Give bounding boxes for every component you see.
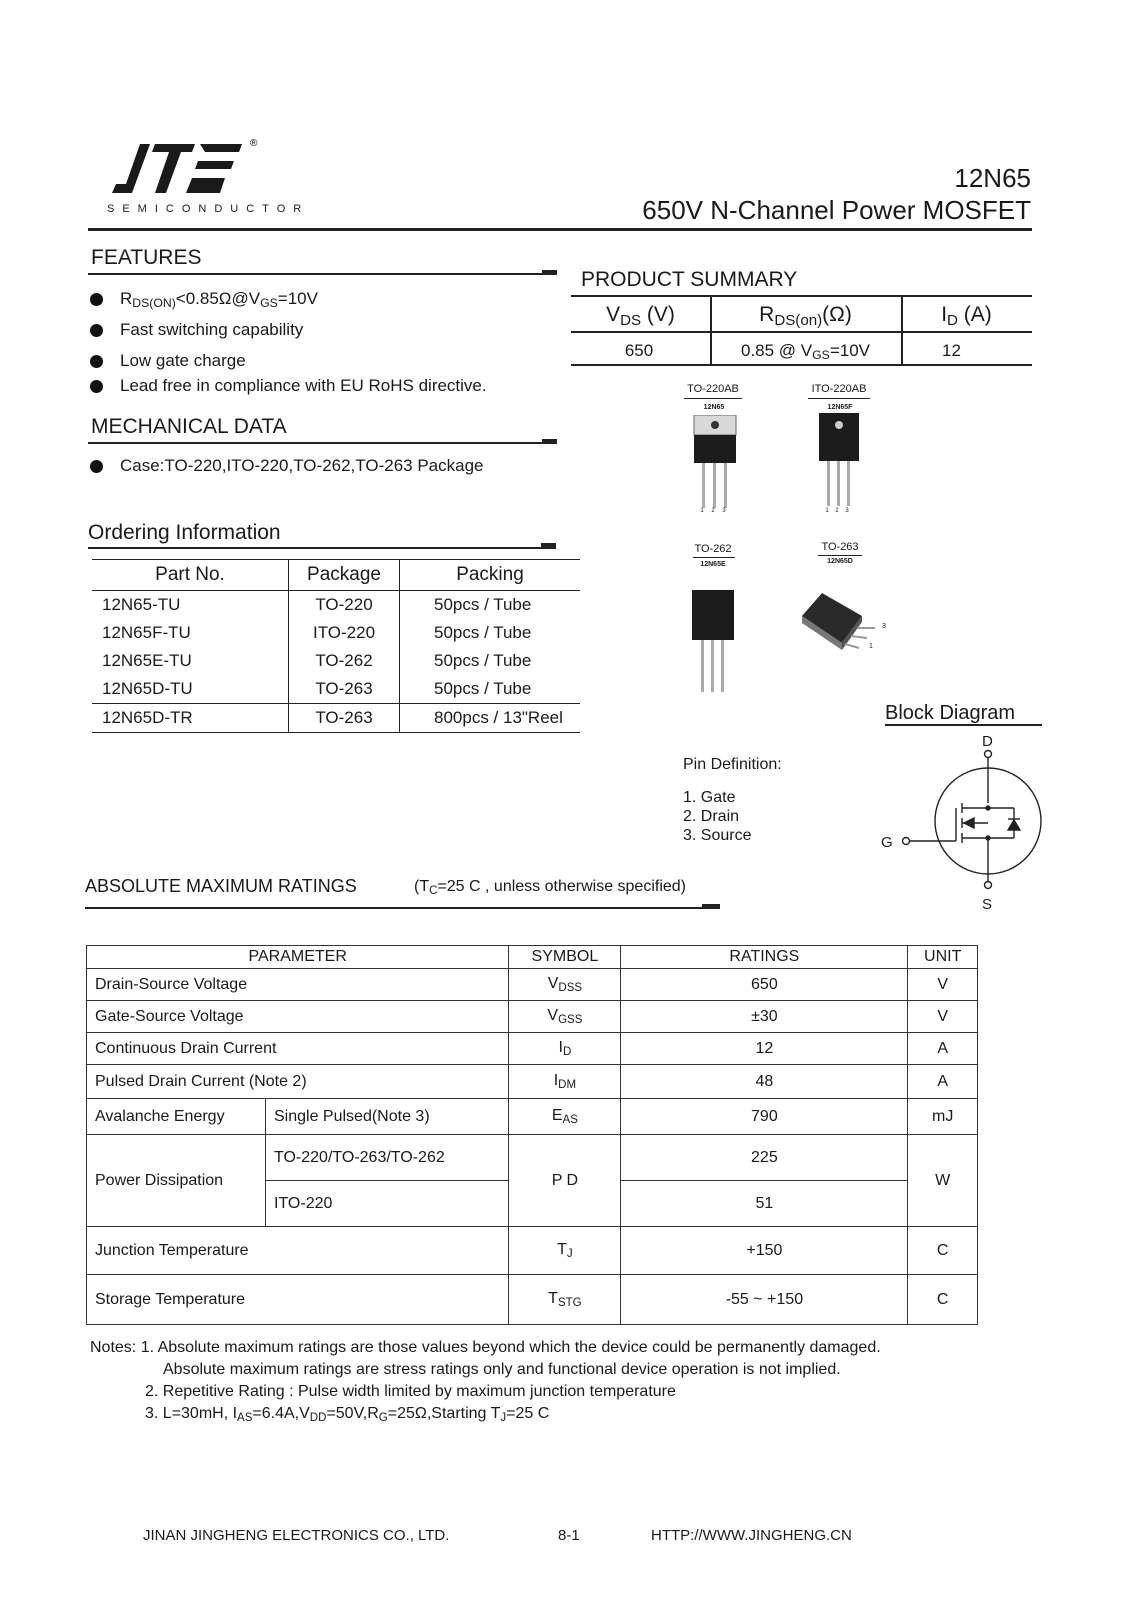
rating-cell: 650 [621, 969, 908, 1001]
param-cell: Gate-Source Voltage [87, 1001, 509, 1033]
bullet-icon [90, 293, 103, 306]
summary-heading: PRODUCT SUMMARY [581, 268, 798, 291]
abs-max-header-unit: UNIT [908, 946, 978, 969]
summary-rule-bottom [571, 364, 1032, 366]
feature-text: Fast switching capability [120, 320, 304, 339]
note-line: 2. Repetitive Rating : Pulse width limited by maximum junction temperature [145, 1383, 676, 1400]
rating-cell: ±30 [621, 1001, 908, 1033]
mechanical-rule-mark [542, 439, 557, 444]
page-title: 650V N-Channel Power MOSFET [642, 195, 1031, 225]
unit-cell: mJ [908, 1099, 978, 1135]
abs-max-rule-mark [702, 904, 720, 909]
pin-number-label: 3 [722, 508, 726, 514]
rating-cell: -55 ~ +150 [621, 1275, 908, 1325]
ordering-cell: 50pcs / Tube [434, 679, 532, 698]
pin-definition-item: 1. Gate [683, 789, 736, 806]
param-cell: Avalanche Energy [87, 1099, 266, 1135]
table-row [92, 647, 580, 675]
param-sub-cell: Single Pulsed(Note 3) [266, 1099, 509, 1135]
package-label: ITO-220AB [811, 383, 867, 395]
pin-number-label: 3 [882, 623, 886, 630]
unit-cell: C [908, 1275, 978, 1325]
abs-max-heading: ABSOLUTE MAXIMUM RATINGS [85, 876, 357, 896]
ordering-cell: ITO-220 [289, 619, 400, 647]
table-row [87, 1227, 978, 1275]
package-label-rule [684, 398, 742, 399]
mosfet-symbol-icon [896, 748, 1046, 896]
package-label-rule [808, 398, 870, 399]
ordering-cell: TO-263 [289, 704, 400, 733]
ordering-cell: 12N65D-TR [92, 704, 289, 733]
ordering-cell: 50pcs / Tube [434, 595, 532, 614]
rating-cell: +150 [621, 1227, 908, 1275]
ordering-cell: 12N65-TU [92, 591, 289, 620]
package-label-rule [818, 555, 862, 556]
ordering-header-packing: Packing [456, 564, 524, 585]
table-row [92, 591, 580, 620]
param-sub-cell: ITO-220 [266, 1181, 509, 1227]
features-rule-mark [542, 270, 557, 275]
pin-number-label: 1 [825, 508, 829, 514]
mechanical-item [90, 456, 483, 476]
feature-item [90, 289, 318, 310]
unit-cell: C [908, 1227, 978, 1275]
to220-package-icon [690, 415, 740, 515]
note-line: 3. L=30mH, $I_{AS}=6.4A,V_{DD}=50V,R_G=25\Omega,Starting$ $T_J=25$ C [145, 1405, 550, 1424]
abs-max-header-ratings: RATINGS [621, 946, 908, 969]
ordering-cell: 12N65D-TU [92, 675, 289, 704]
ordering-header-part: Part No. [92, 560, 289, 591]
table-row [87, 1135, 978, 1181]
summary-value-id: 12 [942, 341, 961, 360]
abs-max-condition: ($T_C=25$ C , unless otherwise specified) [414, 878, 687, 897]
symbol-cell: $T_J$ [509, 1227, 621, 1275]
unit-cell: W [908, 1135, 978, 1227]
abs-max-rule [85, 907, 720, 909]
note-line: Absolute maximum ratings are stress ratings only and functional device operation is not implied. [163, 1361, 841, 1378]
mechanical-rule [88, 442, 556, 444]
param-cell: Junction Temperature [87, 1227, 509, 1275]
summary-header-id: $I_D$ (A) [941, 303, 992, 329]
pin-s-label: S [982, 896, 993, 913]
summary-header-vds: $V_{DS}$ (V) [606, 303, 675, 329]
ordering-cell: 50pcs / Tube [434, 651, 532, 670]
package-label: TO-262 [694, 543, 732, 555]
pin-d-label: D [982, 733, 993, 750]
ordering-heading: Ordering Information [88, 521, 281, 544]
summary-rule-mid [571, 331, 1032, 333]
param-cell: Storage Temperature [87, 1275, 509, 1325]
table-row [92, 619, 580, 647]
ordering-cell: 50pcs / Tube [434, 623, 532, 642]
bullet-icon [90, 380, 103, 393]
param-cell: Pulsed Drain Current (Note 2) [87, 1065, 509, 1099]
block-diagram-rule [885, 724, 1042, 726]
to262-package-icon [690, 590, 736, 695]
table-row [87, 1033, 978, 1065]
param-cell: Drain-Source Voltage [87, 969, 509, 1001]
rating-cell: 12 [621, 1033, 908, 1065]
param-cell: Continuous Drain Current [87, 1033, 509, 1065]
symbol-cell: P D [509, 1135, 621, 1227]
part-number: 12N65 [954, 163, 1031, 193]
ordering-table [92, 559, 580, 733]
feature-item [90, 376, 487, 396]
unit-cell: V [908, 969, 978, 1001]
bullet-icon [90, 355, 103, 368]
ordering-cell: TO-220 [289, 591, 400, 620]
table-row [92, 704, 580, 733]
package-label: TO-220AB [687, 383, 739, 395]
ordering-cell: 800pcs / 13"Reel [434, 708, 563, 727]
ordering-cell: 12N65F-TU [92, 619, 289, 647]
rating-cell: 48 [621, 1065, 908, 1099]
rating-cell: 51 [621, 1181, 908, 1227]
table-row [87, 969, 978, 1001]
symbol-cell: $V_{GSS}$ [509, 1001, 621, 1033]
mechanical-text: Case:TO-220,ITO-220,TO-262,TO-263 Package [120, 456, 484, 475]
svg-text:®: ® [250, 138, 258, 149]
pin-number-label: 2 [711, 508, 715, 514]
abs-max-header-symbol: SYMBOL [509, 946, 621, 969]
summary-header-rds: $R_{DS(on)}(\Omega)$ [759, 303, 852, 329]
pin-definition-item: 2. Drain [683, 808, 740, 825]
symbol-cell: $T_{STG}$ [509, 1275, 621, 1325]
param-sub-cell: TO-220/TO-263/TO-262 [266, 1135, 509, 1181]
table-row [87, 1001, 978, 1033]
ordering-cell: 12N65E-TU [92, 647, 289, 675]
footer-company: JINAN JINGHENG ELECTRONICS CO., LTD. [143, 1527, 450, 1544]
footer-page-number: 8-1 [558, 1527, 580, 1544]
footer-url[interactable]: HTTP://WWW.JINGHENG.CN [651, 1527, 852, 1544]
ito220-package-icon [815, 413, 865, 513]
mechanical-heading: MECHANICAL DATA [91, 415, 287, 438]
package-label-rule [693, 557, 735, 558]
rating-cell: 225 [621, 1135, 908, 1181]
package-marking: 12N65E [700, 561, 726, 568]
summary-rule-top [571, 295, 1032, 297]
bullet-icon [90, 460, 103, 473]
pin-number-label: 3 [845, 508, 849, 514]
unit-cell: V [908, 1001, 978, 1033]
pin-definition-heading: Pin Definition: [683, 756, 782, 773]
table-row [87, 1099, 978, 1135]
company-logo [110, 138, 270, 198]
features-heading: FEATURES [91, 246, 202, 269]
feature-text: $R_{DS(ON)}<0.85\Omega@V_{GS}=10V$ [120, 289, 318, 311]
unit-cell: A [908, 1033, 978, 1065]
package-marking: 12N65F [827, 404, 853, 411]
to263-package-icon [797, 588, 892, 656]
param-cell: Power Dissipation [87, 1135, 266, 1227]
pin-number-label: 2 [835, 508, 839, 514]
abs-max-header-param: PARAMETER [87, 946, 509, 969]
bullet-icon [90, 324, 103, 337]
block-diagram-heading: Block Diagram [885, 702, 1016, 724]
package-marking: 12N65 [703, 404, 725, 411]
ordering-cell: TO-262 [289, 647, 400, 675]
feature-item [90, 320, 303, 340]
summary-value-rds: 0.85 @ $V_{GS}=10V$ [740, 341, 870, 363]
summary-value-vds: 650 [624, 341, 654, 360]
abs-max-table [86, 945, 978, 1325]
ordering-cell: TO-263 [289, 675, 400, 704]
unit-cell: A [908, 1065, 978, 1099]
feature-text: Low gate charge [120, 351, 246, 370]
pin-number-label: 1 [700, 508, 704, 514]
company-wordmark: SEMICONDUCTOR [107, 203, 310, 215]
table-row [87, 1065, 978, 1099]
symbol-cell: $V_{DSS}$ [509, 969, 621, 1001]
pin-definition-item: 3. Source [683, 827, 752, 844]
header-rule [88, 228, 1032, 231]
ordering-rule [88, 547, 556, 549]
table-row [92, 675, 580, 704]
symbol-cell: $I_D$ [509, 1033, 621, 1065]
package-label: TO-263 [821, 541, 859, 553]
note-line: Notes: 1. Absolute maximum ratings are those values beyond which the device could be permanently damaged. [90, 1339, 881, 1356]
symbol-cell: $I_{DM}$ [509, 1065, 621, 1099]
pin-number-label: 1 [869, 643, 873, 650]
rating-cell: 790 [621, 1099, 908, 1135]
feature-item [90, 351, 246, 371]
pin-g-label: G [881, 834, 893, 851]
package-marking: 12N65D [827, 558, 853, 565]
features-rule [88, 273, 556, 275]
symbol-cell: $E_{AS}$ [509, 1099, 621, 1135]
table-row [87, 1275, 978, 1325]
ordering-rule-mark [541, 543, 556, 548]
feature-text: Lead free in compliance with EU RoHS directive. [120, 376, 487, 395]
ordering-header-package: Package [289, 560, 400, 591]
